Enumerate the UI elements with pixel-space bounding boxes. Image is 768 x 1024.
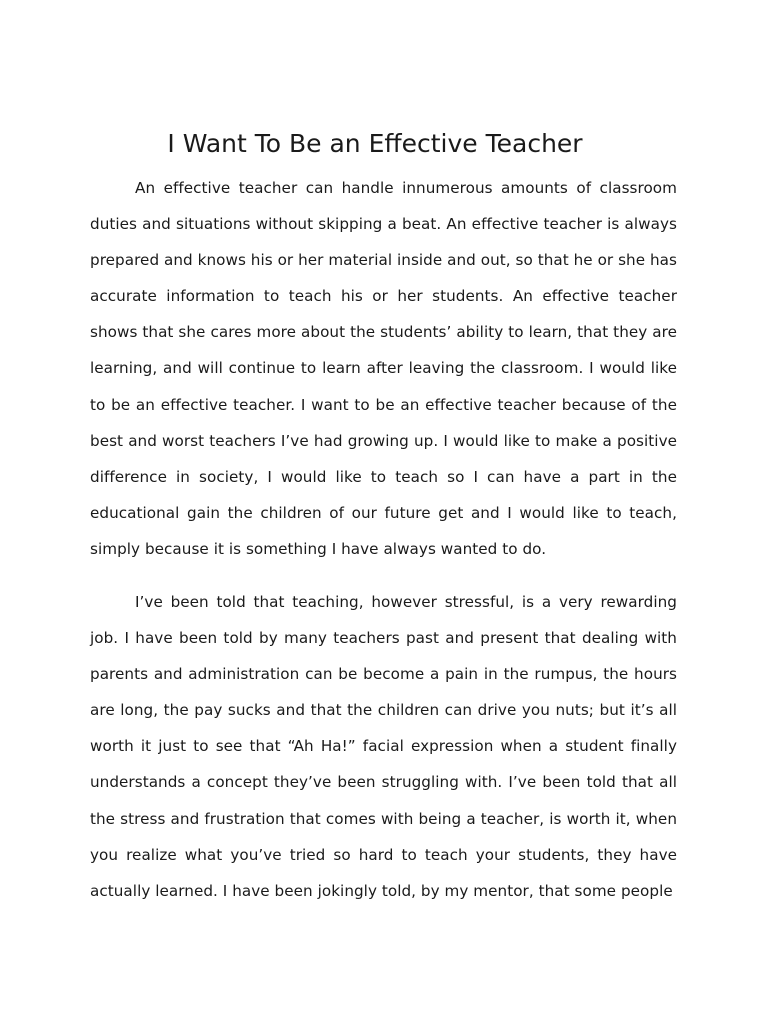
paragraph-1: An effective teacher can handle innumerous amounts of classroom duties and situations without skipping a beat. An effective teacher is always prepared and knows his or her material inside and out, so that he or she has accurate information to teach his or her students. An effective teacher shows that she cares more about the students’ ability to learn, that they are learning, and will continue to learn after leaving the classroom. I would like to be an effective teacher. I want to be an effective teacher because of the best and worst teachers I’ve had growing up. I would like to make a positive difference in society, I would like to teach so I can have a part in the educational gain the children of our future get and I would like to teach, simply because it is something I have always wanted to do. [90,179,677,558]
document-title: I Want To Be an Effective Teacher [167,129,583,158]
paragraph-2: I’ve been told that teaching, however stressful, is a very rewarding job. I have been told by many teachers past and present that dealing with parents and administration can be become a pain in the rumpus, the hours are long, the pay sucks and that the children can drive you nuts; but it’s all worth it just to see that “Ah Ha!” facial expression when a student finally understands a concept they’ve been struggling with. I’ve been told that all the stress and frustration that comes with being a teacher, is worth it, when you realize what you’ve tried so hard to teach your students, they have actually learned. I have been jokingly told, by my mentor, that some people [90,593,677,900]
